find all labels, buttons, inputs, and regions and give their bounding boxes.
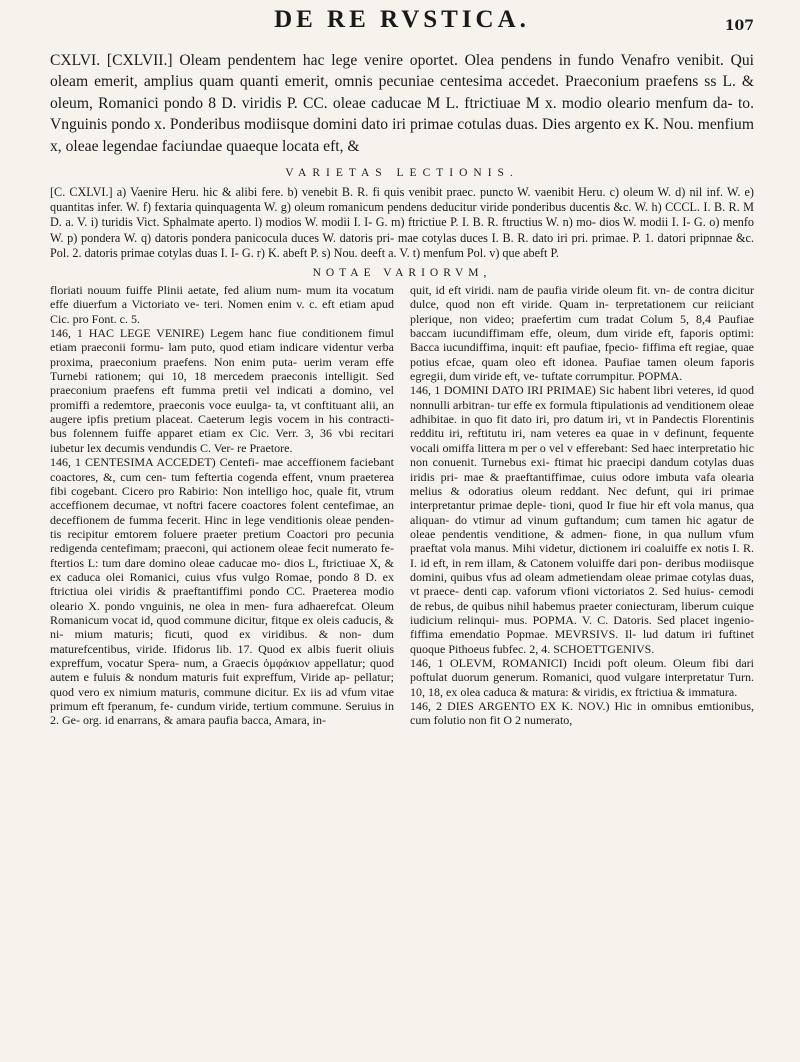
page-number: 107 [724,18,754,34]
note-paragraph: 146, 1 OLEVM, ROMANICI) Incidi poft oleum. Oleum fibi dari poftulat duorum generum. Romanici, quod vulgare interpretatur Turn. 10, 18, ex olea caduca & matura: & viridis, ex ftrictiua & immatura. [410,655,754,699]
notes-heading: NOTAE VARIORVM, [312,267,492,280]
running-title: DE RE RVSTICA. [274,6,530,33]
note-paragraph: quit, id eft viridi. nam de paufia viride oleum fit. vn- de contra dicitur dulce, quod non eft viride. Quam in- terpretationem cur reiiciant plerique, non video; praefertim cum tradat Colum 5, 8,4 Paufiae baccam iucundiffimam effe, oleum, dum viride eft, faporis optimi: Bacca iucundiffima, inquit: eft paufiae, fpecio- fiffima eft regiae, quae potius efcae, quam oleo eft idonea. Paufiae tamen oleum faporis egregii, dum viride eft, ve- tuftate corrumpitur. POPMA. [410,283,754,384]
note-paragraph: 146, 1 CENTESIMA ACCEDET) Centefi- mae acceffionem faciebant coactores, &, cum cen- tum feftertia cogenda effent, vnum praeterea fibi cogebant. Cicero pro Rabirio: Non intelligo hoc, quale fit, vtrum acceffionem decumae, vt noftri facere coactores folent centefimae, an deceffionem de fumma fecerit. Hinc in lege venditionis oleae penden- tis recipitur emtorem foluere praeter pretium Coactori pro pecunia redigenda centefimam; praeconi, qui actionem oleae fecit numerato fe- ftertios L: tum dare domino oleae caducae mo- dios L, ftrictiuae X, & ex caduca olei Romanici, cuius vfus vulgo Romae, pondo 8 D. ex ftrictiua olei viridis & praeftantiffimi pondo CC. Praeterea modio oleario X. pondo vnguinis, ne olea in men- fura adhaerefcat. Oleum Romanicum vocat id, quod commune dicitur, fitque ex oleis caducis, & ni- mium maturis; ficuti, quod ex viridibus. & non- dum maturefcentibus, viride. Ifidorus lib. 17. Quod ex albis fuerit oliuis expreffum, vocatur Spera- num, a Graecis ὀμφάκιον appellatur; quod autem e fuluis & nondum maturis fuit expreffum, Viride ap- pellatur; quod vero ex nimium maturis, commune dicitur. Ex iis ad vfum vitae primum eft fperanum, fe- cundum viride, tertium commune. Seruius in 2. Ge- org. id enarrans, & amara paufia bacca, Amara, in- [50,455,394,728]
notes-left-column [50,283,394,728]
note-paragraph: floriati nouum fuiffe Plinii aetate, fed alium num- mum ita vocatum effe diuerfum a Victoriato ve- teri. Nomen enim v. c. eft etiam apud Cic. pro Font. c. 5. [50,283,394,326]
notes-columns [50,283,754,728]
note-paragraph: 146, 1 DOMINI DATO IRI PRIMAE) Sic habent libri veteres, id quod nonnulli arbitran- tur effe ex formula ftipulationis ad venditionem oleae adhibitae. in quo fit dato iri, pro datum iri, vt in Pandectis Florentinis redditu iri, reftitutu iri, nam veteres ea quae in v definunt, fequente vocali omiffa littera m per o vel v efferebant: Sed haec interpretatio hic non conuenit. Turnebus exi- ftimat hic praecipi dandum cotylas duas iridis pri- mae & praeftantiffimae, cuius odore imbuta vafa olearia melius & odoratius oleum reddant. Nec defunt, qui iri primae interpretantur primae deple- tioni, quod Ir fiue hir eft vola manus, qua aliquan- do vtimur ad vinum guftandum; cum tamen hic agatur de oleae pendentis venditione, & admen- fione, in qua nullum vfum praeftat vola manus. Mihi videtur, dictionem iri coaluiffe ex notis I. R. I. id eft, in rem illam, & Catonem voluiffe dari pon- deribus modiisque domini, quibus vfus ad oleam admetiendam oleae primae cotylas duas, vt praece- denti cap. vaforum vfioni victoriatos 2. Sed huius- cemodi de rebus, de quibus nihil habemus praeter coniecturam, liberum cuique iudicium relinqui- mus. POPMA. V. C. Datoris. Sed placet ingenio- fiffima emendatio Popmae. MEVRSIVS. Il- lud datum iri fuftinet quoque Pithoeus fubfec. 2, 4. SCHOETTGENIVS. [410,383,755,656]
note-paragraph: 146, 1 HAC LEGE VENIRE) Legem hanc fiue conditionem fimul etiam praeconii formu- lam puto, quod etiam indicare videntur verba proxima, praeconium praefens. Non enim puta- uerim veram effe Turnebi rationem; qui 10, 18 mercedem praeconis intelligit. Sed praeconium praefens eft fumma pretii vel indicati a domino, vel promiffi a redemtore, praeconis voce euulga- ta, vt conftituant alii, an augere ipfis pretium placeat. Caeterum legis vocem in his contracti- bus folennem fuiffe apparet etiam ex Cic. Verr. 3, 36 vbi recitari iubetur lex decumis vendundis C. Ver- re Praetore. [50,326,394,455]
notes-right-column [410,283,754,728]
note-paragraph: 146, 2 DIES ARGENTO EX K. NOV.) Hic in omnibus emtionibus, cum folutio non fit O 2 numerato, [410,699,754,728]
main-text: CXLVI. [CXLVII.] Oleam pendentem hac lege venire oportet. Olea pendens in fundo Venafro venibit. Qui oleam emerit, amplius quam quanti emerit, omnis pecuniae centesima accedet. Praeconium praefens ss L. & oleum, Romanici pondo 8 D. viridis P. CC. oleae caducae M L. ftrictiuae M x. modio oleario menfum da- to. Vnguinis pondo x. Ponderibus modiisque domini dato iri primae cotulas duas. Dies argento ex K. Nou. menfium x, oleae legendae faciundae quaeque locata eft, & [50,52,754,155]
running-head [50,0,754,46]
variants-heading: VARIETAS LECTIONIS. [285,167,519,180]
variants-text: [C. CXLVI.] a) Vaenire Heru. hic & alibi fere. b) venebit B. R. fi quis venibit praec. puncto W. vaenibit Heru. c) oleum W. d) nil inf. W. e) quantitas infer. W. f) fextaria quinquagenta W. g) oleum romanicum pendens deducitur viride ponderibus ducentis &c. W. h) CCCL. I. B. R. M D. a. V. i) turidis Vict. Sphalmate aperto. l) modios W. modii I. I- G. m) ftrictiue P. I. B. R. ftructius W. n) mo- dios W. modii I. I- G. o) menfo W. p) pondera W. q) datoris pondera panicocula duces W. datoris pri- mae cotylas duces I. B. R. dato iri pri. primae. P. 1. datori pripnnae &c. Pol. 2. datoris primae cotylas duas I. I- G. r) K. abeft P. s) Nou. deeft a. V. t) menfum Pol. v) que abeft P. [50,185,754,260]
